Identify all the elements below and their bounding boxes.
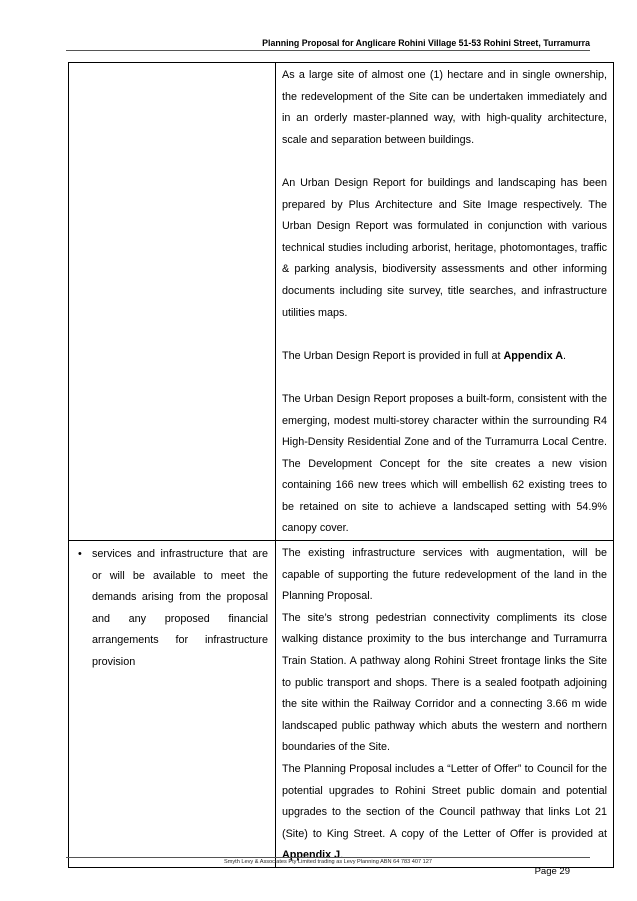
page-number: Page 29 — [534, 866, 570, 877]
footer-divider — [66, 857, 590, 858]
page-header-title: Planning Proposal for Anglicare Rohini Village 51-53 Rohini Street, Turramurra — [262, 38, 590, 48]
appendix-a-suffix: . — [563, 349, 567, 362]
appendix-j-text: The Planning Proposal includes a “Letter of Offer” to Council for the potential upgrades to Rohini Street public domain and potential upgrades to the section of the Council pathway that links Lot 21 (Site) to King Street. A copy of the Letter of Offer is provided at — [282, 763, 607, 840]
response-paragraph: The site’s strong pedestrian connectivity compliments its close walking distance proximity to the bus interchange and Turramurra Train Station. A pathway along Rohini Street frontage links the Site to public transport and shops. There is a sealed footpath adjoining the site within the Railway Corridor and a connecting 3.66 m wide landscaped public pathway which abuts the western and northern boundaries of the Site. — [282, 611, 607, 754]
appendix-a-paragraph — [282, 346, 607, 368]
table-row — [69, 63, 614, 541]
appendix-a-text: The Urban Design Report is provided in full at — [282, 349, 504, 362]
response-paragraph: The existing infrastructure services with augmentation, will be capable of supporting the future redevelopment of the land in the Planning Proposal. — [282, 547, 607, 603]
appendix-a-reference: Appendix A — [503, 349, 564, 362]
bullet-icon: • — [78, 548, 82, 561]
table-row — [69, 541, 614, 868]
response-paragraph: An Urban Design Report for buildings and landscaping has been prepared by Plus Architecture and Site Image respectively. The Urban Design Report was formulated in conjunction with various technical studies including arborist, heritage, photomontages, traffic & parking analysis, biodiversity assessments and other informing documents including site survey, title searches, and infrastructure utilities maps. — [282, 176, 607, 319]
appendix-j-paragraph — [282, 759, 607, 867]
response-paragraph: The Urban Design Report proposes a built-form, consistent with the emerging, modest multi-storey character within the surrounding R4 High-Density Residential Zone and of the Turramurra Local Centre. The Development Concept for the site creates a new vision containing 166 new trees which will embellish 62 existing trees to be retained on site to achieve a landscaped setting with 54.9% canopy cover. — [282, 392, 607, 535]
planning-table — [68, 62, 614, 868]
footer-company: Smyth Levy & Associates Pty Limited trading as Levy Planning ABN 64 783 407 127 — [223, 859, 433, 865]
response-cell — [276, 541, 614, 868]
appendix-j-reference: Appendix J — [282, 849, 341, 862]
response-cell — [276, 63, 614, 541]
criterion-cell — [69, 541, 276, 868]
bullet-item — [70, 542, 274, 674]
appendix-j-suffix: . — [340, 849, 344, 862]
header-divider — [66, 50, 590, 51]
response-paragraph: As a large site of almost one (1) hectare and in single ownership, the redevelopment of the Site can be undertaken immediately and in an orderly master-planned way, with high-quality architecture, scale and separation between buildings. — [282, 69, 607, 146]
criterion-text: services and infrastructure that are or will be available to meet the demands arising from the proposal and any proposed financial arrangements for infrastructure provision — [92, 548, 268, 669]
criterion-cell-empty — [69, 63, 276, 541]
